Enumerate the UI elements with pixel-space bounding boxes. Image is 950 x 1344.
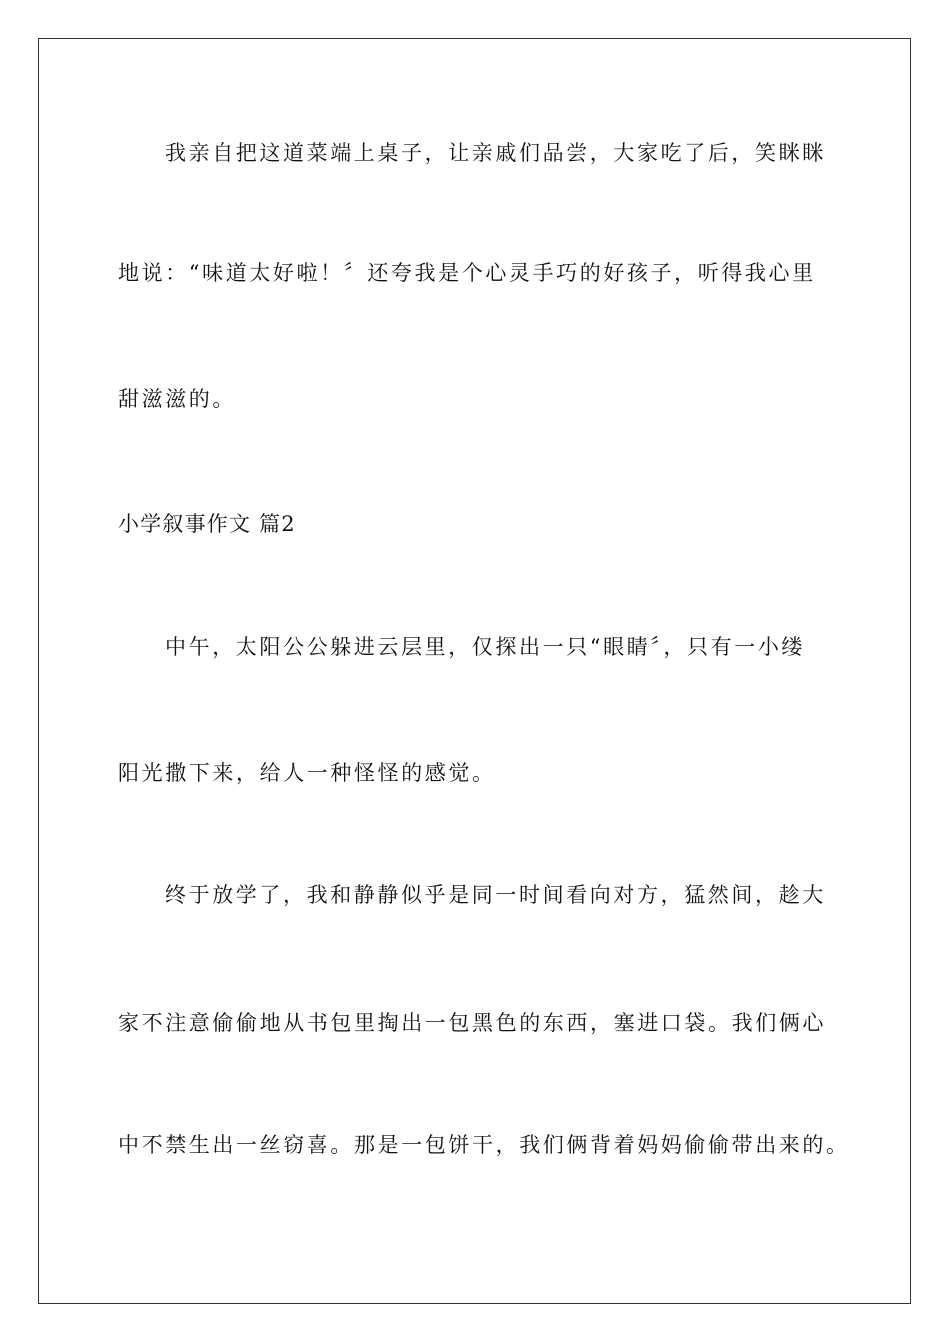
paragraph-line: 终于放学了，我和静静似乎是同一时间看向对方，猛然间，趁大 [165, 883, 826, 907]
section-heading: 小学叙事作文 篇2 [118, 512, 296, 536]
paragraph-line: 地说：“味道太好啦！〞还夸我是个心灵手巧的好孩子，听得我心里 [118, 261, 816, 285]
paragraph-line: 中午，太阳公公躲进云层里，仅探出一只“眼睛〞，只有一小缕 [165, 635, 806, 659]
paragraph-line: 中不禁生出一丝窃喜。那是一包饼干，我们俩背着妈妈偷偷带出来的。 [118, 1133, 850, 1157]
paragraph-line: 家不注意偷偷地从书包里掏出一包黑色的东西，塞进口袋。我们俩心 [118, 1011, 826, 1035]
page-border [38, 38, 911, 1304]
paragraph-line: 阳光撒下来，给人一种怪怪的感觉。 [118, 761, 496, 785]
paragraph-line: 甜滋滋的。 [118, 387, 236, 411]
paragraph-line: 我亲自把这道菜端上桌子，让亲戚们品尝，大家吃了后，笑眯眯 [165, 141, 826, 165]
